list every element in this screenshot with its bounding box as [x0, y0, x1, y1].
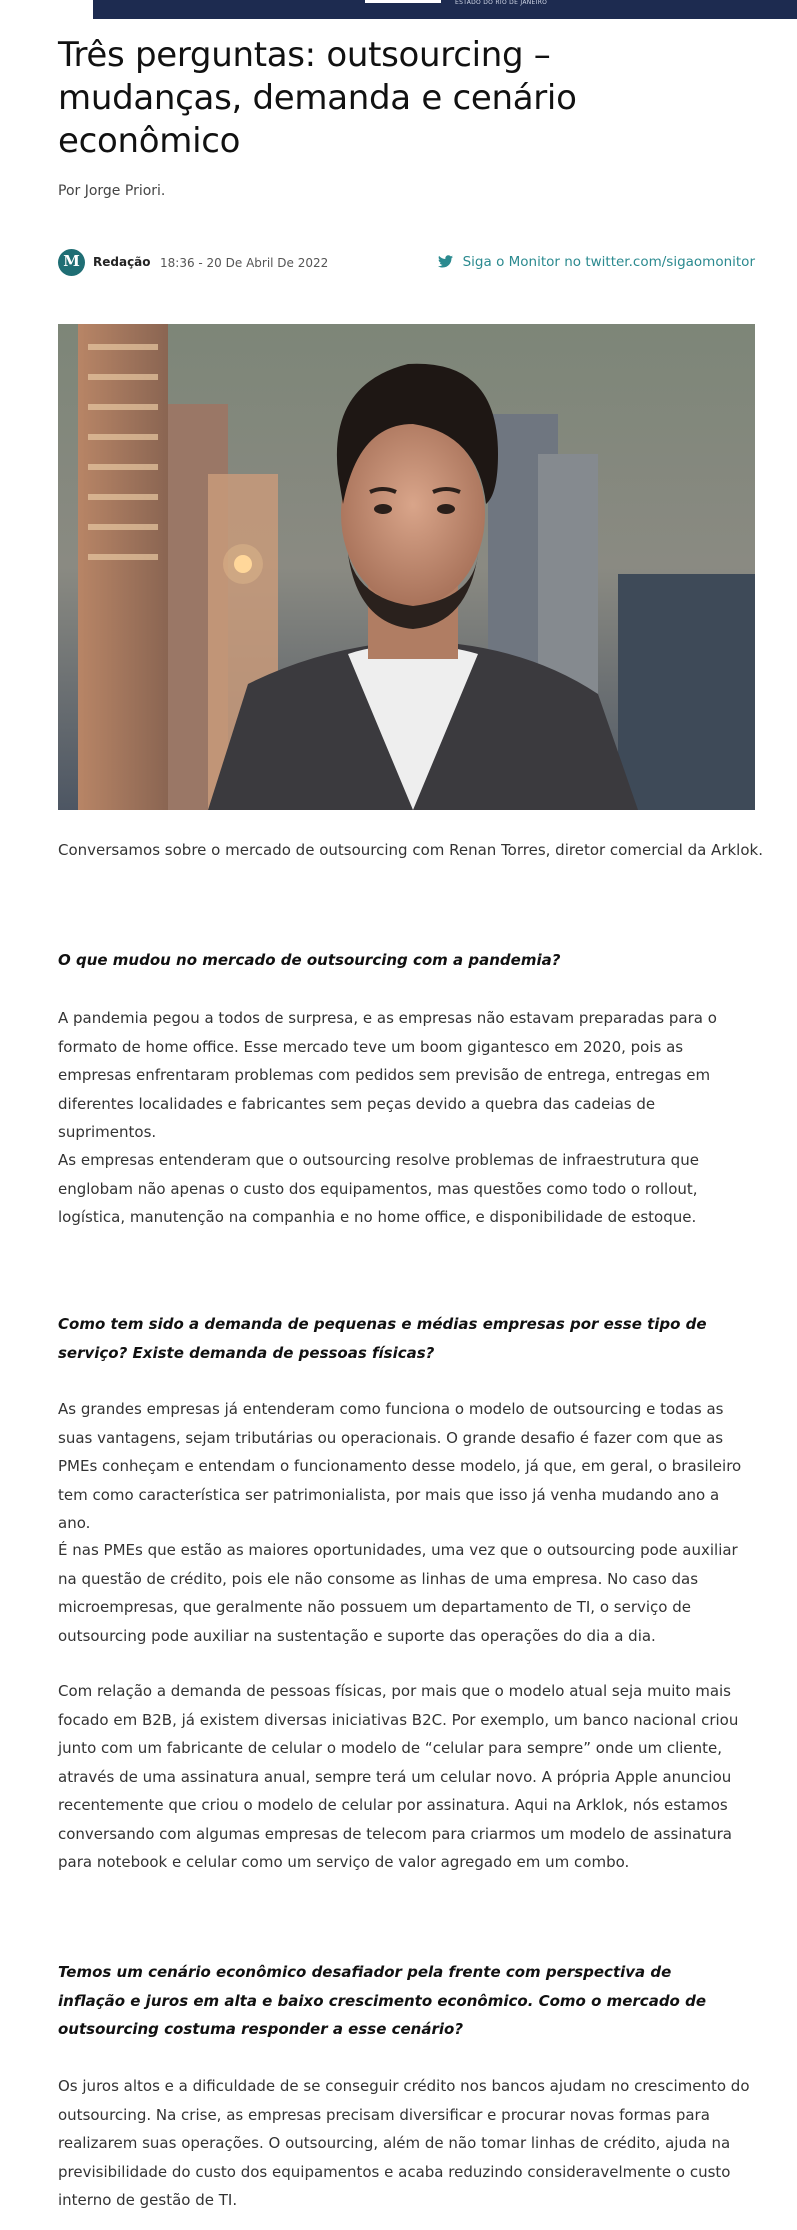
question-1: O que mudou no mercado de outsourcing com a pandemia? [58, 951, 561, 969]
article-photo [58, 324, 755, 810]
question-2: Como tem sido a demanda de pequenas e médias empresas por esse tipo de serviço? Existe demanda de pessoas físicas? [58, 1315, 707, 1362]
article-lead: Conversamos sobre o mercado de outsourcing com Renan Torres, diretor comercial da Arklok. [58, 841, 763, 859]
portrait-illustration [58, 324, 755, 810]
answer-2-paragraph-3: Com relação a demanda de pessoas físicas, por mais que o modelo atual seja muito mais focado em B2B, já existem diversas iniciativas B2C. Por exemplo, um banco nacional criou junto com um fabricante de celular o modelo de “celular para sempre” onde um cliente, através de uma assinatura anual, sempre terá um celular novo. A própria Apple anunciou recentemente que criou o modelo de celular por assinatura. Aqui na Arklok, nós estamos conversando com algumas empresas de telecom para criarmos um modelo de assinatura para notebook e celular como um serviço de valor agregado em um combo. [58, 1682, 739, 1871]
article-title: Três perguntas: outsourcing – mudanças, demanda e cenário econômico [58, 35, 577, 161]
twitter-follow-link[interactable] [438, 254, 755, 272]
author-name[interactable]: Redação [93, 255, 151, 269]
answer-3-paragraph-1: Os juros altos e a dificuldade de se conseguir crédito nos bancos ajudam no crescimento do outsourcing. Na crise, as empresas precisam diversificar e procurar novas formas para realizarem suas operações. O outsourcing, além de não tomar linhas de crédito, ajuda na previsibilidade do custo dos equipamentos e acaba reduzindo consideravelmente o custo interno de gestão de TI. [58, 2077, 750, 2209]
top-navbar [93, 0, 797, 19]
answer-2-paragraph-2: É nas PMEs que estão as maiores oportunidades, uma vez que o outsourcing pode auxiliar na questão de crédito, pois ele não consome as linhas de uma empresa. No caso das microempresas, que geralmente não possuem um departamento de TI, o serviço de outsourcing pode auxiliar na sustentação e suporte das operações do dia a dia. [58, 1541, 738, 1645]
publish-date: 18:36 - 20 De Abril De 2022 [160, 256, 329, 270]
author-avatar[interactable]: M [58, 249, 85, 276]
site-logo-subtitle: ESTADO DO RIO DE JANEIRO [455, 0, 548, 6]
site-logo[interactable] [365, 0, 441, 3]
article-byline: Por Jorge Priori. [58, 183, 166, 199]
twitter-bird-icon [438, 255, 453, 272]
twitter-follow-text: Siga o Monitor no twitter.com/sigaomonitor [462, 254, 755, 270]
answer-1-paragraph-1: A pandemia pegou a todos de surpresa, e as empresas não estavam preparadas para o formato de home office. Esse mercado teve um boom gigantesco em 2020, pois as empresas enfrentaram problemas com pedidos sem previsão de entrega, entregas em diferentes localidades e fabricantes sem peças devido a quebra das cadeias de suprimentos. [58, 1009, 717, 1141]
question-3: Temos um cenário econômico desafiador pela frente com perspectiva de inflação e juros em alta e baixo crescimento econômico. Como o mercado de outsourcing costuma responder a esse cenário? [58, 1963, 706, 2038]
answer-2-paragraph-1: As grandes empresas já entenderam como funciona o modelo de outsourcing e todas as suas vantagens, sejam tributárias ou operacionais. O grande desafio é fazer com que as PMEs conheçam e entendam o funcionamento desse modelo, já que, em geral, o brasileiro tem como característica ser patrimonialista, por mais que isso já venha mudando ano a ano. [58, 1400, 742, 1532]
answer-1-paragraph-2: As empresas entenderam que o outsourcing resolve problemas de infraestrutura que englobam não apenas o custo dos equipamentos, mas questões como todo o rollout, logística, manutenção na companhia e no home office, e disponibilidade de estoque. [58, 1151, 699, 1226]
article-meta [58, 249, 755, 277]
